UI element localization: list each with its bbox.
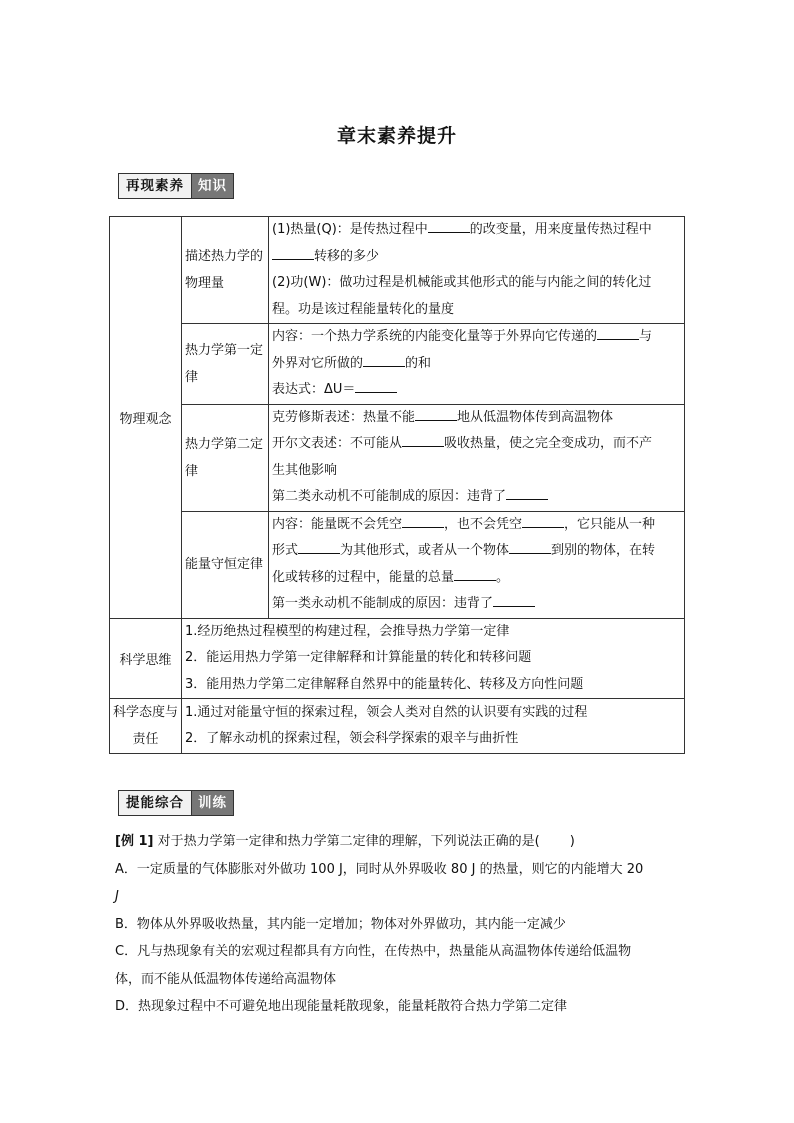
fill-blank xyxy=(509,539,551,554)
example-label: [例 1] xyxy=(115,834,154,849)
subcategory-cell: 热力学第一定律 xyxy=(182,324,269,405)
table-row xyxy=(110,404,685,511)
fill-blank xyxy=(355,378,397,393)
fill-blank xyxy=(597,325,639,340)
category-cell: 物理观念 xyxy=(110,217,182,619)
fill-blank xyxy=(298,539,340,554)
table-row xyxy=(110,699,685,754)
subcategory-cell: 热力学第二定律 xyxy=(182,404,269,511)
section-header-tag: 知识 xyxy=(191,173,234,199)
subcategory-cell: 能量守恒定律 xyxy=(182,511,269,618)
knowledge-table xyxy=(109,216,685,754)
content-cell: 内容：一个热力学系统的内能变化量等于外界向它传递的 与 外界对它所做的 的和 表达式：ΔU＝ xyxy=(269,324,685,405)
page-title: 章末素养提升 xyxy=(336,125,457,147)
fill-blank xyxy=(493,592,535,607)
fill-blank xyxy=(522,513,564,528)
content-cell: 1.经历绝热过程模型的构建过程，会推导热力学第一定律 2．能运用热力学第一定律解释和计算能量的转化和转移问题 3．能用热力学第二定律解释自然界中的能量转化、转移及方向性问题 xyxy=(182,618,685,699)
section-header-label: 再现素养 xyxy=(118,173,191,199)
content-cell: (1)热量(Q)：是传热过程中 的改变量，用来度量传热过程中 转移的多少 (2)功(W)：做功过程是机械能或其他形式的能与内能之间的转化过 程。功是该过程能量转化的量度 xyxy=(269,217,685,324)
fill-blank xyxy=(428,218,470,233)
category-cell: 科学思维 xyxy=(110,618,182,699)
table-row xyxy=(110,511,685,618)
section-header-tag: 训练 xyxy=(191,790,234,816)
fill-blank xyxy=(402,432,444,447)
option-d: D．热现象过程中不可避免地出现能量耗散现象，能量耗散符合热力学第二定律 xyxy=(115,999,568,1014)
fill-blank xyxy=(454,566,496,581)
content-cell: 1.通过对能量守恒的探索过程，领会人类对自然的认识要有实践的过程 2．了解永动机的探索过程，领会科学探索的艰辛与曲折性 xyxy=(182,699,685,754)
subcategory-cell: 描述热力学的物理量 xyxy=(182,217,269,324)
content-cell: 克劳修斯表述：热量不能 地从低温物体传到高温物体 开尔文表述：不可能从 吸收热量，使之完全变成功，而不产 生其他影响 第二类永动机不可能制成的原因：违背了 xyxy=(269,404,685,511)
table-row xyxy=(110,618,685,699)
fill-blank xyxy=(506,485,548,500)
option-c: C．凡与热现象有关的宏观过程都具有方向性，在传热中，热量能从高温物体传递给低温物 xyxy=(115,944,632,959)
option-c-cont: 体，而不能从低温物体传递给高温物体 xyxy=(115,971,337,987)
table-row xyxy=(110,217,685,324)
section-header-label: 提能综合 xyxy=(118,790,191,816)
fill-blank xyxy=(402,513,444,528)
fill-blank xyxy=(363,352,405,367)
example-question: [例 1] 对于热力学第一定律和热力学第二定律的理解，下列说法正确的是( ) A．一定质量的气体膨胀对外做功 100 J，同时从外界吸收 80 J 的热量，则它的内能增大 20 J B．物体从外界吸收热量，其内能一定增加；物体对外界做功，其内能一定减少 C．凡与热现象有关的宏观过程都具有方向性，在传热中，热量能从高温物体传递给低温物 体，而不能从低温物体传递给高温物体 D．热现象过程中不可避免地出现能量耗散现象，能量耗散符合热力学第二定律 xyxy=(115,828,685,1021)
category-cell: 科学态度与责任 xyxy=(110,699,182,754)
section-header-practice xyxy=(118,790,234,816)
option-a: A．一定质量的气体膨胀对外做功 100 J，同时从外界吸收 80 J 的热量，则它的内能增大 20 xyxy=(115,861,644,877)
content-cell: 内容：能量既不会凭空 ，也不会凭空 ，它只能从一种 形式 为其他形式，或者从一个物体 到别的物体，在转 化或转移的过程中，能量的总量 。 第一类永动机不能制成的原因：违背了 xyxy=(269,511,685,618)
option-a-cont: J xyxy=(115,889,119,904)
fill-blank xyxy=(272,245,314,260)
section-header-knowledge xyxy=(118,173,234,199)
question-text: 对于热力学第一定律和热力学第二定律的理解，下列说法正确的是( xyxy=(157,834,540,849)
option-b: B．物体从外界吸收热量，其内能一定增加；物体对外界做功，其内能一定减少 xyxy=(115,916,566,932)
table-row xyxy=(110,324,685,405)
fill-blank xyxy=(415,406,457,421)
